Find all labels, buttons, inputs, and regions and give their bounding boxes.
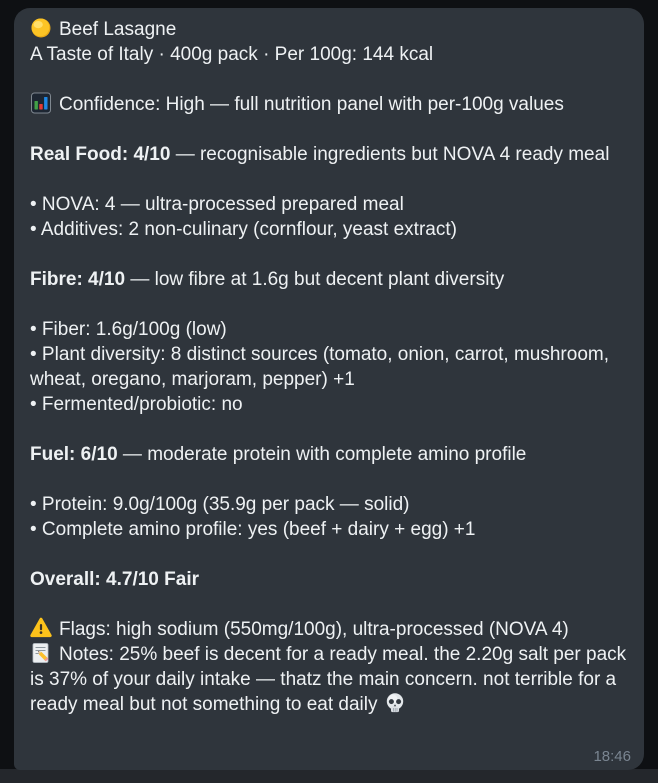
score-bullets-fibre	[30, 317, 634, 417]
warning-icon	[30, 617, 52, 639]
skull-icon	[384, 692, 406, 714]
memo-icon	[30, 642, 52, 664]
bullet-item: • Plant diversity: 8 distinct sources (tomato, onion, carrot, mushroom, wheat, oregano, marjoram, pepper) +1	[30, 344, 609, 390]
score-summary: — moderate protein with complete amino profile	[117, 444, 527, 465]
chat-background	[0, 769, 658, 783]
bullet-item: • Fiber: 1.6g/100g (low)	[30, 319, 227, 340]
overall-text: Overall: 4.7/10 Fair	[30, 569, 199, 590]
product-meta: A Taste of Italy · 400g pack · Per 100g: 144 kcal	[30, 44, 434, 65]
flags-and-notes	[30, 617, 634, 717]
bullet-item: • NOVA: 4 — ultra-processed prepared meal	[30, 194, 404, 215]
bullet-item: • Complete amino profile: yes (beef + dairy + egg) +1	[30, 519, 476, 540]
overall-score	[30, 567, 634, 592]
message-bubble[interactable]	[14, 8, 644, 770]
bullet-item: • Additives: 2 non-culinary (cornflour, yeast extract)	[30, 219, 457, 240]
score-heading-fibre	[30, 267, 634, 292]
score-summary: — low fibre at 1.6g but decent plant diversity	[125, 269, 505, 290]
bullet-item: • Fermented/probiotic: no	[30, 394, 243, 415]
score-label: Real Food: 4/10	[30, 144, 171, 165]
message-timestamp: 18:46	[593, 748, 631, 765]
confidence-text: Confidence: High — full nutrition panel with per-100g values	[59, 94, 564, 115]
product-title-line	[30, 17, 634, 42]
score-bullets-fuel	[30, 492, 634, 542]
product-header	[30, 17, 634, 67]
bullet-item: • Protein: 9.0g/100g (35.9g per pack — solid)	[30, 494, 410, 515]
confidence-line	[30, 92, 634, 117]
score-heading-real-food	[30, 142, 634, 167]
notes-text: Notes: 25% beef is decent for a ready meal. the 2.20g salt per pack is 37% of your daily intake — thatz the main concern. not terrible for a ready meal but not something to eat daily	[30, 644, 627, 715]
score-label: Fibre: 4/10	[30, 269, 126, 290]
score-summary: — recognisable ingredients but NOVA 4 ready meal	[170, 144, 610, 165]
yellow-circle-icon	[30, 17, 52, 39]
bar-chart-icon	[30, 92, 52, 114]
score-bullets-real-food	[30, 192, 634, 242]
score-label: Fuel: 6/10	[30, 444, 118, 465]
flags-text: Flags: high sodium (550mg/100g), ultra-processed (NOVA 4)	[59, 619, 569, 640]
product-name: Beef Lasagne	[59, 19, 177, 40]
score-heading-fuel	[30, 442, 634, 467]
